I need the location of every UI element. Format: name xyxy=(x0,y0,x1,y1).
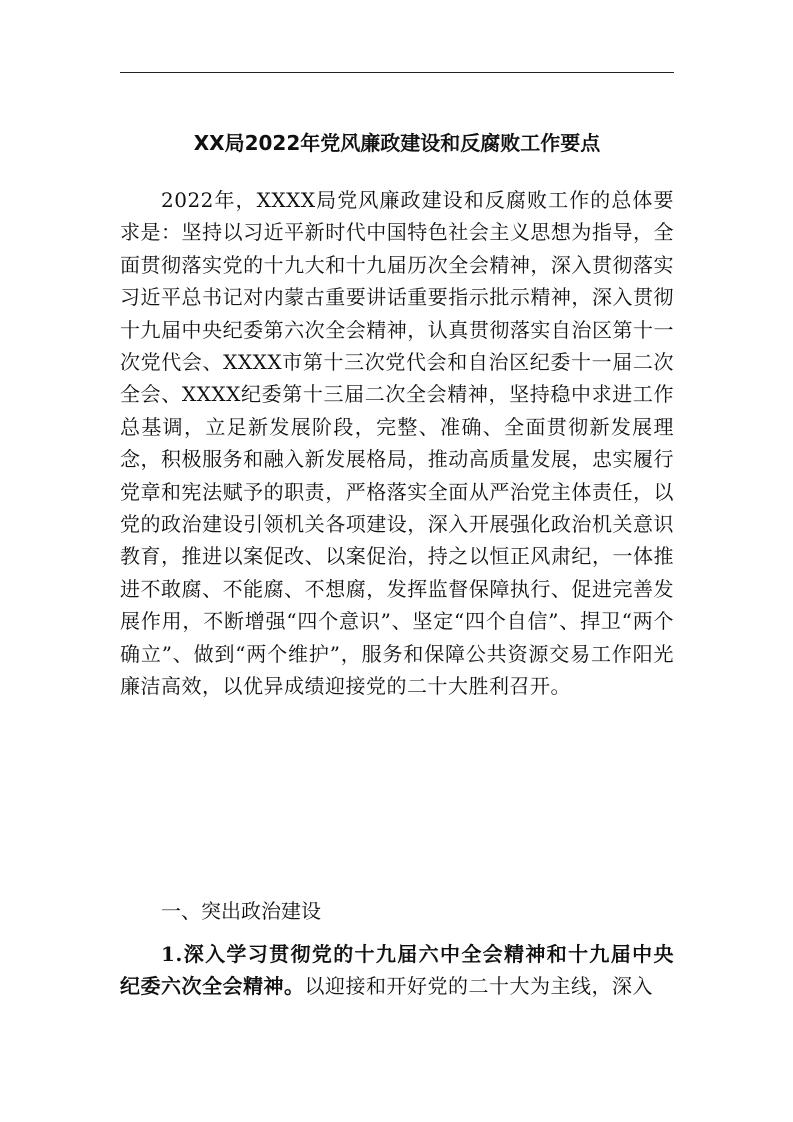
intro-paragraph: 2022年，XXXX局党风廉政建设和反腐败工作的总体要求是：坚持以习近平新时代中国特色社会主义思想为指导，全面贯彻落实党的十九大和十九届历次全会精神，深入贯彻落实习近平总书记对内蒙古重要讲话重要指示批示精神，深入贯彻十九届中央纪委第六次全会精神，认真贯彻落实自治区第十一次党代会、XXXX市第十三次党代会和自治区纪委十一届二次全会、XXXX纪委第十三届二次全会精神，坚持稳中求进工作总基调，立足新发展阶段，完整、准确、全面贯彻新发展理念，积极服务和融入新发展格局，推动高质量发展，忠实履行党章和宪法赋予的职责，严格落实全面从严治党主体责任，以党的政治建设引领机关各项建设，深入开展强化政治机关意识教育，推进以案促改、以案促治，持之以恒正风肃纪，一体推进不敢腐、不能腐、不想腐，发挥监督保障执行、促进完善发展作用，不断增强“四个意识”、坚定“四个自信”、捍卫“两个确立”、做到“两个维护”，服务和保障公共资源交易工作阳光廉洁高效，以优异成绩迎接党的二十大胜利召开。 xyxy=(120,188,674,699)
document-title: XX局2022年党风廉政建设和反腐败工作要点 xyxy=(193,131,601,155)
header-rule xyxy=(120,72,674,73)
section-heading-1: 一、突出政治建设 xyxy=(161,899,321,923)
item-1-paragraph xyxy=(120,938,674,1003)
item-1-lead: 1.深入学习贯彻党的十九届六中全会精神和十九届中央纪委六次全会精神。 xyxy=(120,942,674,999)
item-1-text: 以迎接和开好党的二十大为主线，深入 xyxy=(304,974,653,999)
